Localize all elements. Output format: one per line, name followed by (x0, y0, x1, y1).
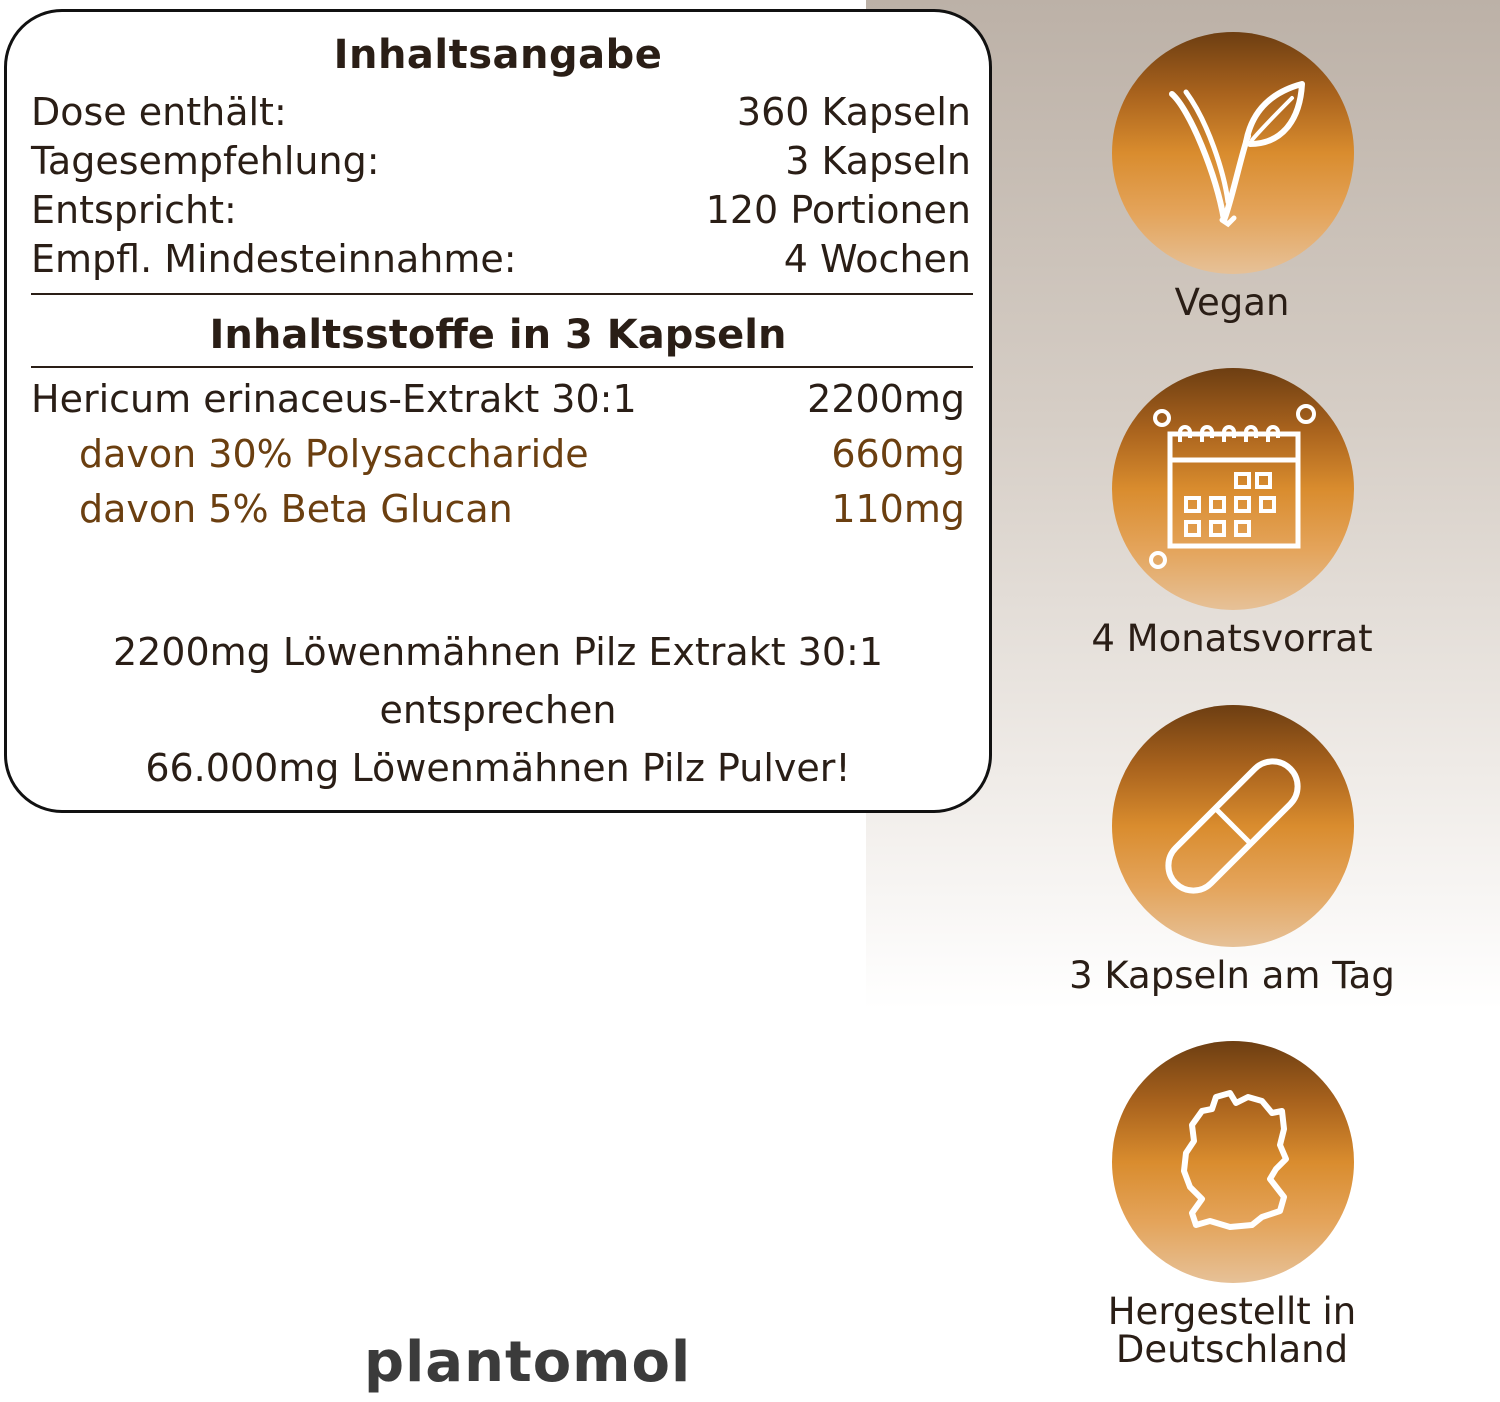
info-label: Dose enthält: (31, 90, 287, 134)
info-label: Empfl. Mindesteinnahme: (31, 237, 517, 281)
feature-label: Deutschland (1115, 1328, 1349, 1371)
brand-logo: plantomol (364, 1330, 692, 1395)
note-line: 2200mg Löwenmähnen Pilz Extrakt 30:1 (112, 630, 884, 674)
ingredient-value: 110mg (831, 487, 965, 531)
germany-map-icon (1112, 1041, 1354, 1283)
info-label: Tagesempfehlung: (31, 139, 380, 183)
ingredient-row (31, 377, 965, 427)
info-label: Entspricht: (31, 188, 237, 232)
feature-label: Vegan (1174, 281, 1290, 324)
ingredient-label: Hericum erinaceus-Extrakt 30:1 (31, 377, 637, 421)
info-value: 360 Kapseln (736, 90, 971, 134)
info-value: 120 Portionen (705, 188, 971, 232)
ingredient-row (31, 432, 965, 482)
card-title: Inhaltsangabe (333, 32, 663, 78)
feature-label: 3 Kapseln am Tag (1069, 954, 1395, 997)
ingredient-row (31, 487, 965, 537)
vegan-leaf-icon (1112, 32, 1354, 274)
note-line: 66.000mg Löwenmähnen Pilz Pulver! (145, 746, 851, 790)
capsule-icon (1112, 705, 1354, 947)
info-row (31, 188, 971, 238)
contents-card (4, 9, 992, 813)
ingredient-value: 2200mg (807, 377, 965, 421)
info-row (31, 139, 971, 189)
info-value: 3 Kapseln (785, 139, 971, 183)
ingredient-label: davon 5% Beta Glucan (79, 487, 513, 531)
info-row (31, 90, 971, 140)
ingredients-title: Inhaltsstoffe in 3 Kapseln (209, 312, 787, 358)
divider (31, 293, 973, 295)
info-value: 4 Wochen (783, 237, 971, 281)
feature-label: 4 Monatsvorrat (1091, 617, 1373, 660)
info-row (31, 237, 971, 287)
calendar-icon (1112, 368, 1354, 610)
ingredient-value: 660mg (831, 432, 965, 476)
feature-label: Hergestellt in (1107, 1290, 1357, 1333)
ingredient-label: davon 30% Polysaccharide (79, 432, 589, 476)
divider (31, 366, 973, 368)
note-line: entsprechen (379, 688, 617, 732)
